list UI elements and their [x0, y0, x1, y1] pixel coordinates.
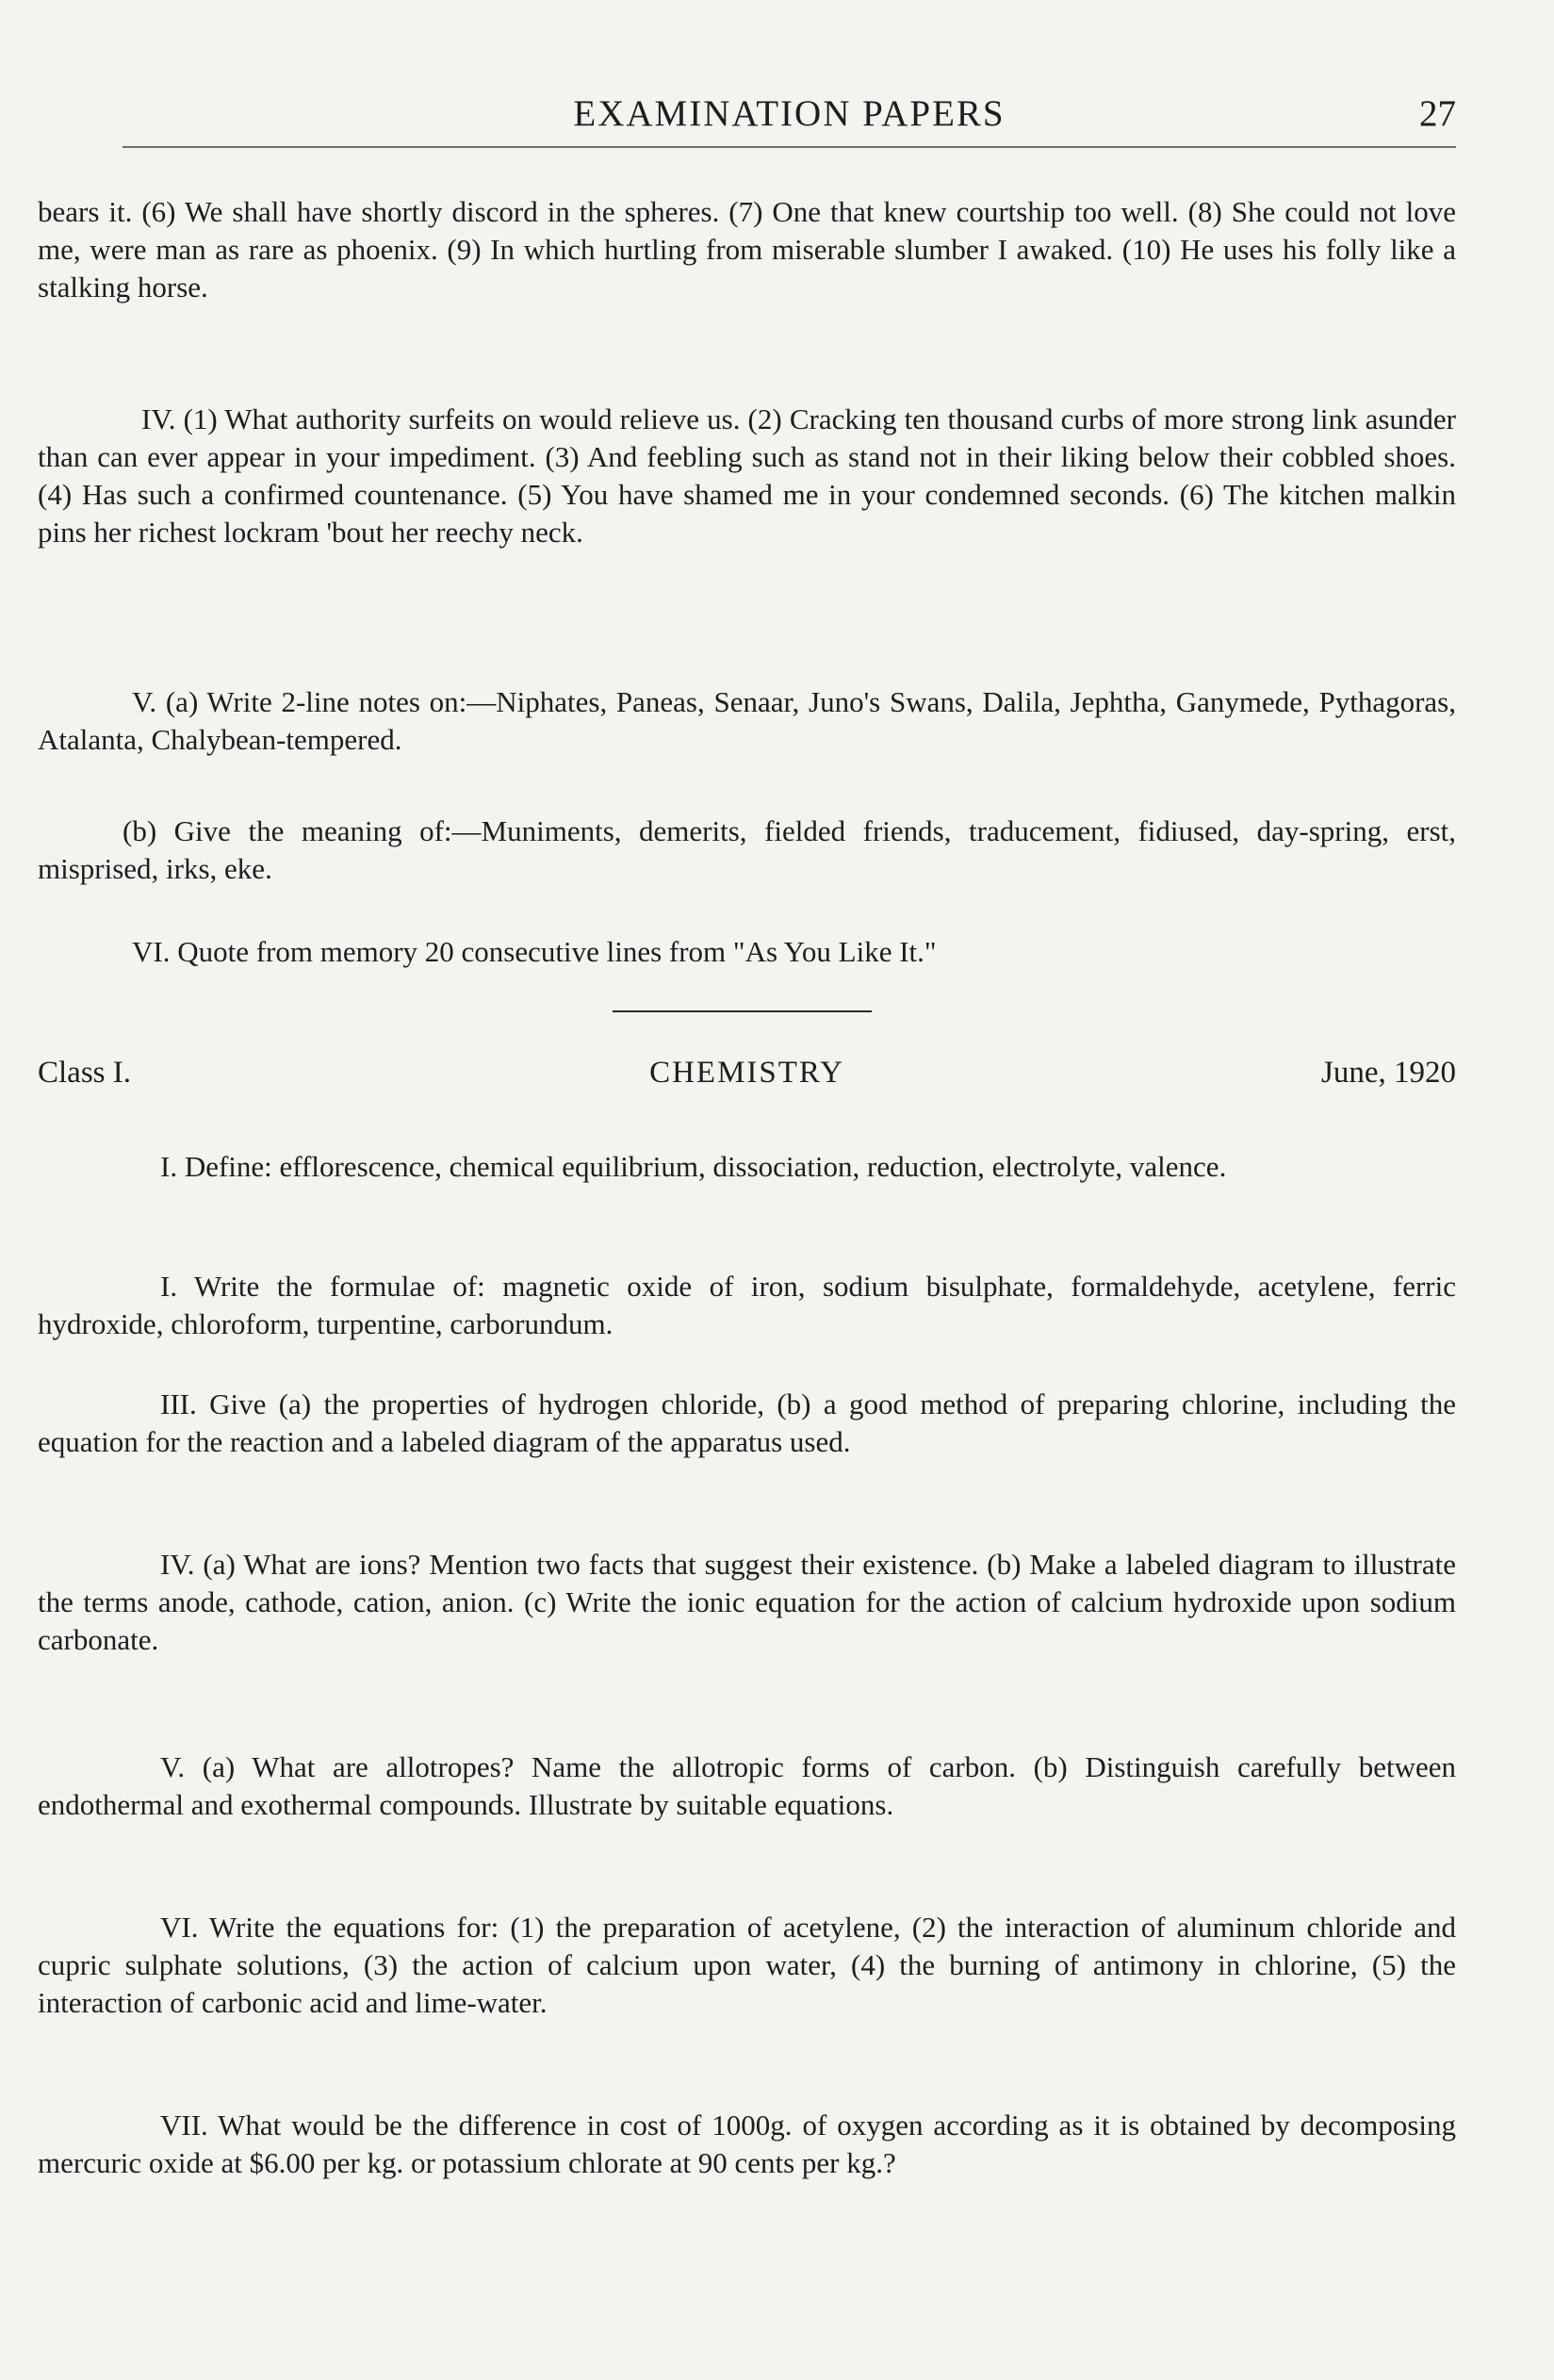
chemistry-question-3: III. Give (a) the properties of hydrogen chloride, (b) a good method of preparing chlorine, including the equation for the reaction and a labeled diagram of the apparatus used.: [38, 1387, 1456, 1458]
question-vi-english: VI. Quote from memory 20 consecutive lines from "As You Like It.": [132, 935, 937, 968]
question-iv-english: IV. (1) What authority surfeits on would relieve us. (2) Cracking ten thousand curbs of more strong link asunder than can ever appear in your impediment. (3) And feebling such as stand not in their liking below their cobbled shoes. (4) Has such a confirmed countenance. (5) You have shamed me in your condemned seconds. (6) The kitchen malkin pins her richest lockram 'bout her reechy neck.: [38, 402, 1456, 549]
chemistry-header: [38, 1056, 1456, 1097]
chemistry-question-4: IV. (a) What are ions? Mention two facts that suggest their existence. (b) Make a labeled diagram to illustrate the terms anode, cathode, cation, anion. (c) Write the ionic equation for the action of calcium hydroxide upon sodium carbonate.: [38, 1548, 1456, 1656]
section-divider: [613, 1010, 872, 1012]
question-v-a-english: V. (a) Write 2-line notes on:—Niphates, Paneas, Senaar, Juno's Swans, Dalila, Jephtha, Ganymede, Pythagoras, Atalanta, Chalybean-tempered.: [38, 685, 1456, 756]
question-v-b-english: (b) Give the meaning of:—Muniments, demerits, fielded friends, traducement, fidiused, day-spring, erst, misprised, irks, eke.: [38, 814, 1456, 885]
header-rule: [123, 146, 1456, 148]
chemistry-question-1: I. Define: efflorescence, chemical equilibrium, dissociation, reduction, electrolyte, valence.: [160, 1150, 1227, 1183]
chemistry-question-2: I. Write the formulae of: magnetic oxide of iron, sodium bisulphate, formaldehyde, acetylene, ferric hydroxide, chloroform, turpentine, carborundum.: [38, 1270, 1456, 1340]
running-header: [123, 92, 1456, 149]
section-title: CHEMISTRY: [649, 1056, 844, 1090]
class-label: Class I.: [38, 1056, 131, 1090]
chemistry-question-5: V. (a) What are allotropes? Name the allotropic forms of carbon. (b) Distinguish carefully between endothermal and exothermal compounds. Illustrate by suitable equations.: [38, 1750, 1456, 1821]
paragraph-continuation: bears it. (6) We shall have shortly discord in the spheres. (7) One that knew courtship too well. (8) She could not love me, were man as rare as phoenix. (9) In which hurtling from miserable slumber I awaked. (10) He uses his folly like a stalking horse.: [38, 195, 1456, 304]
exam-date: June, 1920: [1321, 1056, 1456, 1090]
chemistry-question-7: VII. What would be the difference in cost of 1000g. of oxygen according as it is obtained by decomposing mercuric oxide at $6.00 per kg. or potassium chlorate at 90 cents per kg.?: [38, 2109, 1456, 2179]
page-number: 27: [1419, 93, 1456, 134]
chemistry-question-6: VI. Write the equations for: (1) the preparation of acetylene, (2) the interaction of aluminum chloride and cupric sulphate solutions, (3) the action of calcium upon water, (4) the burning of antimony in chlorine, (5) the interaction of carbonic acid and lime-water.: [38, 1911, 1456, 2019]
running-title: EXAMINATION PAPERS: [573, 93, 1006, 134]
